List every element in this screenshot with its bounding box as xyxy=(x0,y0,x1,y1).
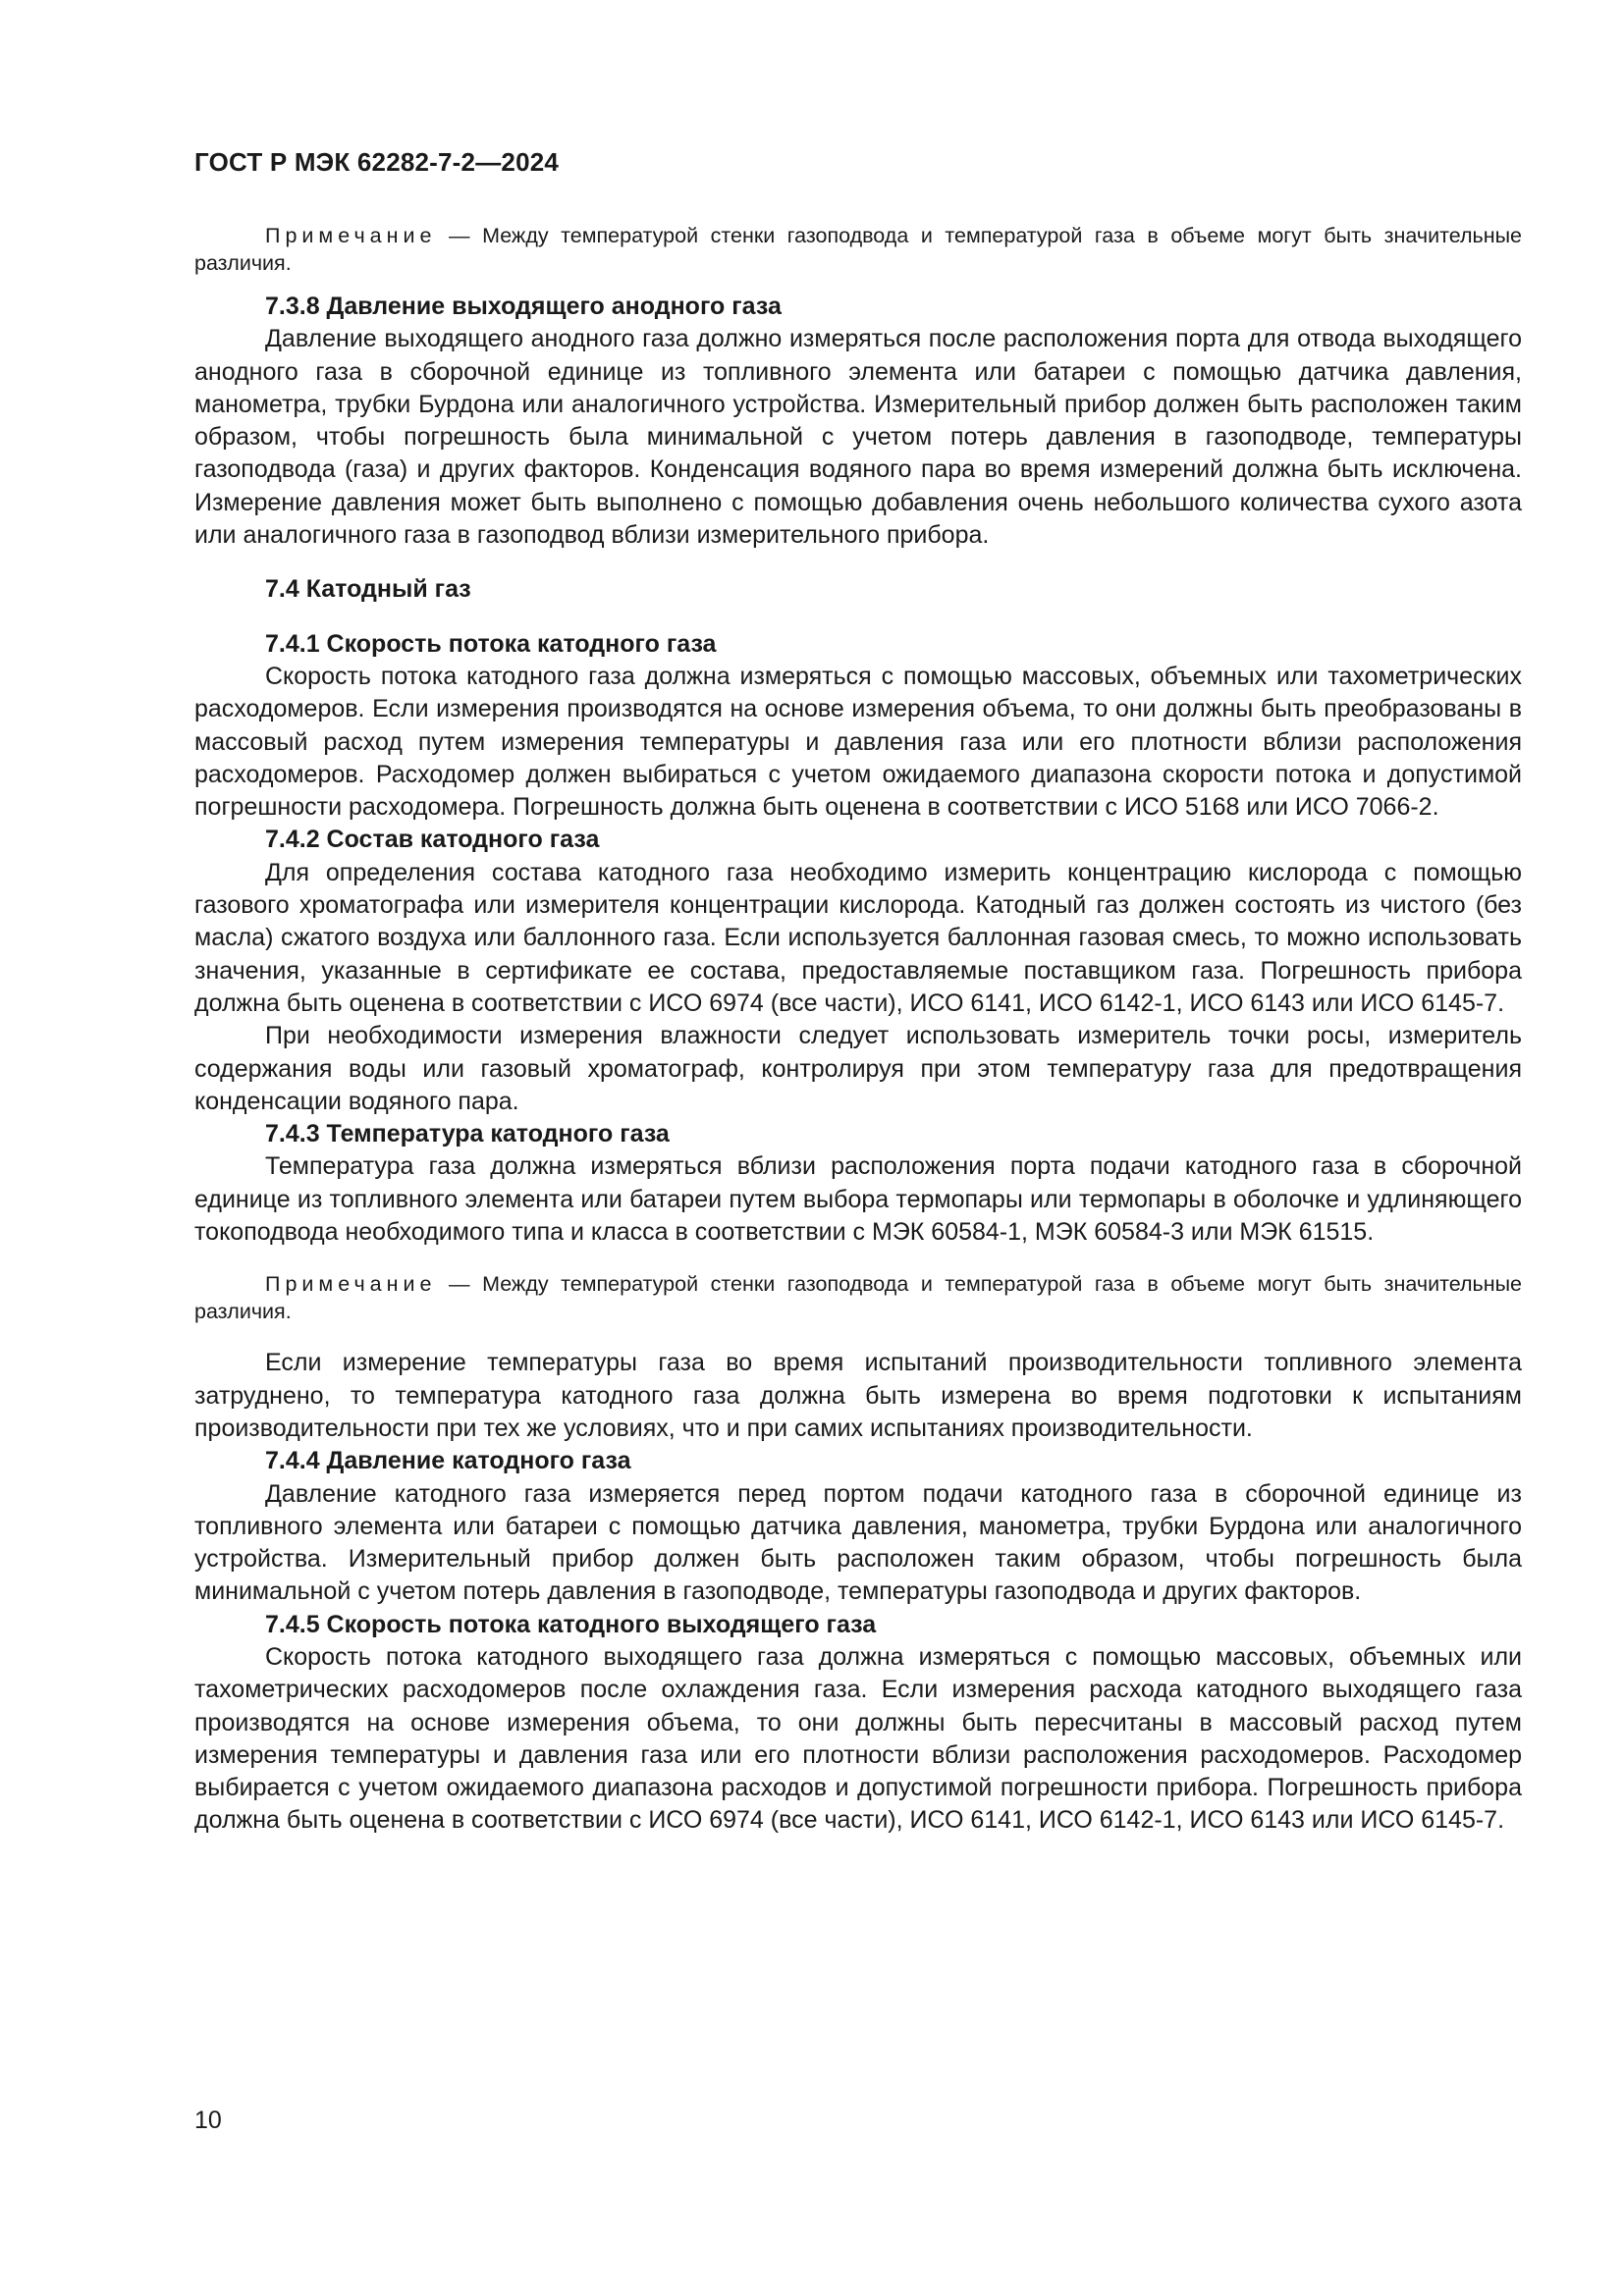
note xyxy=(194,1270,1522,1325)
paragraph: Скорость потока катодного выходящего газа должна измеряться с помощью массовых, объемных или тахометрических расходомеров после охлаждения газа. Если измерения расхода катодного выходящего газа производятся на основе измерения объема, то они должны быть пересчитаны в массовый расход путем измерения температуры и давления газа или его плотности вблизи расположения расходомеров. Расходомер выбирается с учетом ожидаемого диапазона расходов и допустимой погрешности прибора. Погрешность прибора должна быть оценена в соответствии с ИСО 6974 (все части), ИСО 6141, ИСО 6142-1, ИСО 6143 или ИСО 6145-7. xyxy=(194,1642,1522,1835)
section-heading-7-4: 7.4 Катодный газ xyxy=(265,575,471,604)
section-heading-7-4-3: 7.4.3 Температура катодного газа xyxy=(265,1120,670,1148)
paragraph: Для определения состава катодного газа необходимо измерить концентрацию кислорода с помощью газового хроматографа или измерителя концентрации кислорода. Катодный газ должен состоять из чистого (без масла) сжатого воздуха или баллонного газа. Если используется баллонная газовая смесь, то можно использовать значения, указанные в сертификате ее состава, предоставляемые поставщиком газа. Погрешность прибора должна быть оценена в соответствии с ИСО 6974 (все части), ИСО 6141, ИСО 6142-1, ИСО 6143 или ИСО 6145-7. xyxy=(194,858,1522,1017)
document-header: ГОСТ Р МЭК 62282-7-2—2024 xyxy=(194,147,560,177)
note-label: Примечание xyxy=(265,224,437,247)
note-text: — Между температурой стенки газоподвода и температурой газа в объеме могут быть значительные различия. xyxy=(194,224,1522,275)
paragraph: Если измерение температуры газа во время испытаний производительности топливного элемента затруднено, то температура катодного газа должна быть измерена во время подготовки к испытаниям производительности при тех же условиях, что и при самих испытаниях производительности. xyxy=(194,1349,1522,1442)
paragraph: Давление выходящего анодного газа должно измеряться после расположения порта для отвода выходящего анодного газа в сборочной единице из топливного элемента или батареи с помощью датчика давления, манометра, трубки Бурдона или аналогичного устройства. Измерительный прибор должен быть расположен таким образом, чтобы погрешность была минимальной с учетом потерь давления в газоподводе, температуры газоподвода (газа) и других факторов. Конденсация водяного пара во время измерений должна быть исключена. Измерение давления может быть выполнено с помощью добавления очень небольшого количества сухого азота или аналогичного газа в газоподвод вблизи измерительного прибора. xyxy=(194,325,1522,550)
section-heading-7-4-2: 7.4.2 Состав катодного газа xyxy=(265,826,600,854)
paragraph: При необходимости измерения влажности следует использовать измеритель точки росы, измеритель содержания воды или газовый хроматограф, контролируя при этом температуру газа для предотвращения конденсации водяного пара. xyxy=(194,1022,1522,1115)
paragraph: Давление катодного газа измеряется перед портом подачи катодного газа в сборочной единице из топливного элемента или батареи с помощью датчика давления, манометра, трубки Бурдона или аналогичного устройства. Измерительный прибор должен быть расположен таким образом, чтобы погрешность была минимальной с учетом потерь давления в газоподводе, температуры газоподвода и других факторов. xyxy=(194,1479,1522,1606)
paragraph: Скорость потока катодного газа должна измеряться с помощью массовых, объемных или тахометрических расходомеров. Если измерения производятся на основе измерения объема, то они должны быть преобразованы в массовый расход путем измерения температуры и давления газа или его плотности вблизи расположения расходомеров. Расходомер должен выбираться с учетом ожидаемого диапазона скорости потока и допустимой погрешности расходомера. Погрешность должна быть оценена в соответствии с ИСО 5168 или ИСО 7066-2. xyxy=(194,662,1522,822)
section-heading-7-4-1: 7.4.1 Скорость потока катодного газа xyxy=(265,629,717,658)
section-heading-7-3-8: 7.3.8 Давление выходящего анодного газа xyxy=(265,293,782,320)
section-heading-7-4-5: 7.4.5 Скорость потока катодного выходящего газа xyxy=(265,1610,877,1638)
document-body xyxy=(194,222,1522,1838)
note-text: — Между температурой стенки газоподвода и температурой газа в объеме могут быть значительные различия. xyxy=(194,1272,1522,1324)
section-heading-7-4-4: 7.4.4 Давление катодного газа xyxy=(265,1447,631,1475)
note xyxy=(194,222,1522,277)
page-number: 10 xyxy=(194,2107,222,2134)
paragraph: Температура газа должна измеряться вблизи расположения порта подачи катодного газа в сборочной единице из топливного элемента или батареи путем выбора термопары или термопары в оболочке и удлиняющего токоподвода необходимого типа и класса в соответствии с МЭК 60584-1, МЭК 60584-3 или МЭК 61515. xyxy=(194,1152,1522,1247)
note-label: Примечание xyxy=(265,1272,437,1297)
